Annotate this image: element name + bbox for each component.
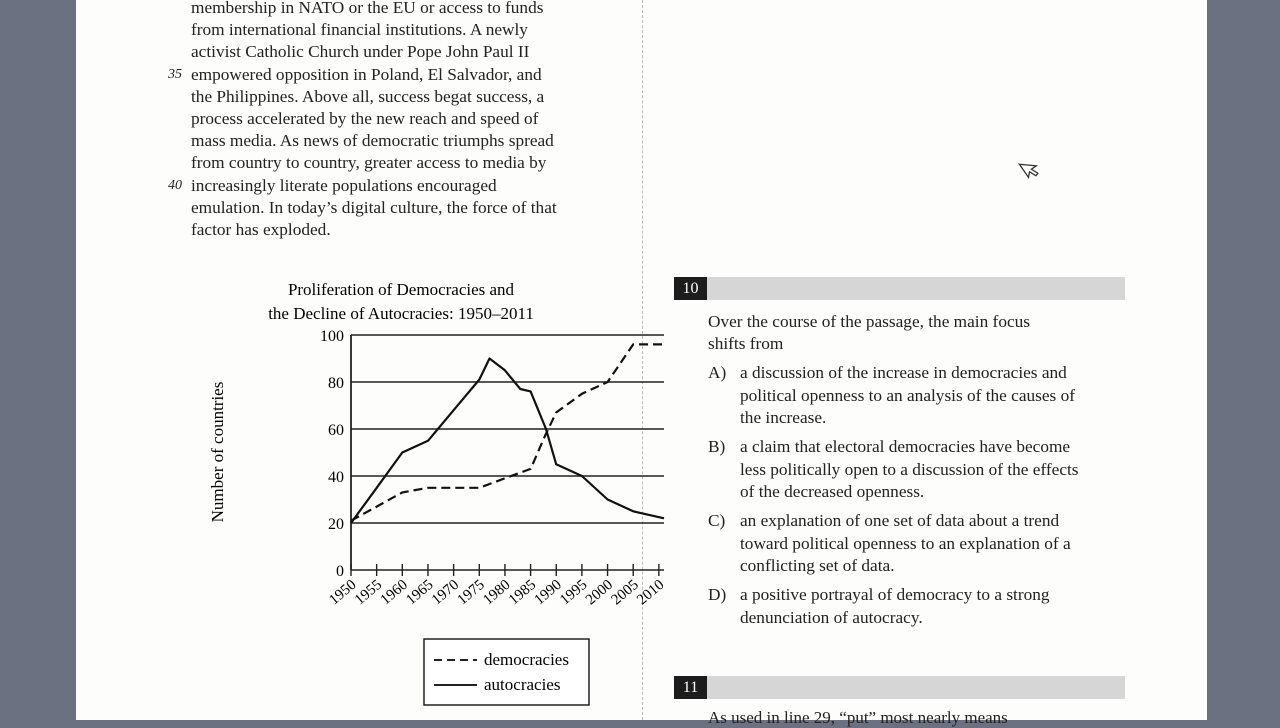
line-text: increasingly literate populations encouraged	[191, 175, 497, 195]
option-line: a discussion of the increase in democracies and	[740, 363, 1067, 382]
legend-label-autocracies: autocracies	[484, 675, 561, 694]
question-number: 11	[674, 676, 707, 699]
x-tick-label: 1985	[505, 576, 540, 609]
passage-line	[191, 108, 621, 130]
document-page	[76, 0, 1207, 727]
x-tick-label: 1965	[403, 576, 437, 609]
y-tick-label: 60	[328, 422, 344, 439]
democracy-chart	[206, 272, 668, 720]
x-tick-label: 1995	[557, 576, 591, 609]
passage-line	[168, 175, 621, 197]
passage-line	[191, 0, 621, 19]
option-c[interactable]	[708, 510, 1128, 578]
passage-line	[191, 86, 621, 108]
line-text: mass media. As news of democratic triumphs spread	[191, 131, 554, 151]
y-tick-labels	[320, 328, 344, 580]
chart-svg	[206, 272, 668, 720]
line-text: membership in NATO or the EU or access to funds	[191, 0, 544, 17]
line-text: factor has exploded.	[191, 219, 331, 239]
x-tick-label: 1955	[351, 576, 386, 609]
line-text: activist Catholic Church under Pope John Paul II	[191, 42, 530, 62]
option-line: denunciation of autocracy.	[740, 607, 923, 627]
y-tick-label: 20	[328, 516, 344, 533]
x-tick-label: 2010	[634, 576, 668, 609]
question-number: 10	[674, 277, 707, 300]
passage-line	[191, 197, 621, 219]
column-divider	[642, 0, 643, 720]
x-tick-label: 1980	[480, 576, 514, 609]
line-number: 35	[168, 66, 182, 82]
option-b[interactable]	[708, 436, 1128, 504]
passage-line	[191, 219, 621, 241]
option-d[interactable]	[708, 584, 1128, 629]
option-line: less politically open to a discussion of the effects	[740, 459, 1079, 479]
series-line-democracies	[351, 344, 664, 520]
option-letter: B)	[708, 437, 726, 456]
line-number: 40	[168, 177, 182, 193]
x-tick-label: 1970	[428, 576, 463, 609]
x-tick-label: 2005	[608, 576, 642, 609]
passage-line	[191, 152, 621, 174]
passage-line	[191, 19, 621, 41]
option-line: an explanation of one set of data about a trend	[740, 511, 1060, 530]
line-text: from international financial institutions. A newly	[191, 20, 528, 40]
question-11-stem: As used in line 29, “put” most nearly means	[708, 708, 1008, 727]
y-axis-label: Number of countries	[208, 381, 227, 523]
x-tick-label: 1990	[531, 576, 565, 609]
line-text: empowered opposition in Poland, El Salvador, and	[191, 64, 542, 84]
option-line: a claim that electoral democracies have become	[740, 437, 1071, 456]
line-text: the Philippines. Above all, success begat success, a	[191, 86, 545, 106]
option-letter: A)	[708, 363, 727, 382]
passage-text	[168, 0, 621, 241]
y-tick-label: 100	[320, 328, 344, 345]
series-line-autocracies	[351, 359, 664, 524]
question-11-header	[674, 676, 1125, 699]
y-tick-label: 40	[328, 469, 344, 486]
chart-legend	[424, 639, 589, 705]
option-line: toward political openness to an explanation of a	[740, 533, 1071, 553]
chart-series	[351, 344, 664, 523]
option-line: political openness to an analysis of the causes of	[740, 385, 1075, 405]
x-tick-label: 1960	[377, 576, 411, 609]
x-tick-label: 1950	[326, 576, 360, 609]
y-tick-label: 0	[336, 563, 344, 580]
pointer-cursor-icon	[1022, 157, 1048, 190]
option-line: conflicting set of data.	[740, 556, 895, 575]
passage-line	[168, 64, 621, 86]
option-line: of the decreased openness.	[740, 482, 925, 501]
line-text: emulation. In today’s digital culture, the force of that	[191, 197, 557, 217]
question-10-stem	[708, 311, 1128, 355]
chart-title-line-2: the Decline of Autocracies: 1950–2011	[268, 304, 534, 323]
legend-label-democracies: democracies	[484, 650, 569, 669]
x-tick-labels	[326, 577, 667, 609]
chart-gridlines	[351, 335, 664, 570]
chart-title-line-1: Proliferation of Democracies and	[287, 280, 515, 299]
question-10-header	[674, 277, 1125, 300]
y-tick-label: 80	[328, 375, 344, 392]
option-line: a positive portrayal of democracy to a strong	[740, 585, 1050, 604]
passage-line	[191, 130, 621, 152]
stem-line: shifts from	[708, 334, 784, 354]
option-line: the increase.	[740, 408, 827, 427]
x-tick-label: 2000	[582, 576, 617, 609]
line-text: from country to country, greater access to media by	[191, 153, 547, 173]
x-tick-label: 1975	[454, 576, 488, 609]
option-letter: C)	[708, 511, 726, 530]
option-a[interactable]	[708, 362, 1128, 430]
passage-line	[191, 41, 621, 63]
stem-line: Over the course of the passage, the main focus	[708, 312, 1030, 331]
legend-box	[424, 639, 589, 705]
option-letter: D)	[708, 585, 727, 604]
line-text: process accelerated by the new reach and speed of	[191, 108, 539, 128]
